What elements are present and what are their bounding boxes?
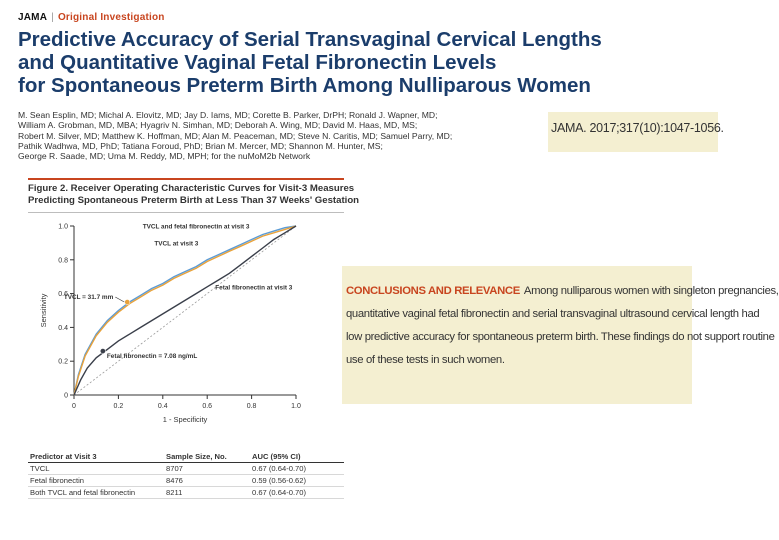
conclusion-heading: CONCLUSIONS AND RELEVANCE [346,285,520,297]
series-label: TVCL and fetal fibronectin at visit 3 [142,223,250,231]
y-tick-label: 0 [64,392,68,400]
table-cell: Fetal fibronectin [28,475,164,487]
table-row [28,475,344,487]
marker-leader [115,297,124,302]
article-title [18,28,698,97]
figure-title [28,183,360,207]
cutoff-marker [125,299,130,304]
header-separator: | [51,12,54,23]
conclusion-line: use of these tests in such women. [346,354,505,366]
roc-chart [28,218,344,448]
y-tick-label: 0.4 [58,324,68,332]
table-cell: 8476 [164,475,250,487]
series-label: TVCL at visit 3 [154,240,199,248]
x-tick-label: 0 [72,403,76,410]
journal-name: JAMA [18,12,48,23]
figure-title-line: Figure 2. Receiver Operating Characteristic Curves for Visit-3 Measures [28,183,355,194]
table-cell: 0.67 (0.64-0.70) [250,487,344,499]
x-axis-label: 1 - Specificity [162,415,208,424]
conclusion-text: Among nulliparous women with singleton pregnancies, [523,285,779,297]
table-cell: 0.67 (0.64-0.70) [250,463,344,475]
table-cell: 8707 [164,463,250,475]
table-cell: TVCL [28,463,164,475]
citation-text: JAMA. 2017;317(10):1047-1056. [551,121,724,135]
reference-line [74,223,296,395]
x-tick-label: 0.2 [113,403,124,410]
title-line: for Spontaneous Preterm Birth Among Nulliparous Women [18,74,591,97]
table-header-row [28,451,344,463]
title-line: Predictive Accuracy of Serial Transvaginal Cervical Lengths [18,28,602,51]
marker-label: Fetal fibronectin = 7.08 ng/mL [106,353,198,361]
conclusion-line: low predictive accuracy for spontaneous preterm birth. These findings do not support routine [346,331,775,343]
author-line: William A. Grobman, MD, MBA; Hyagriv N. Simhan, MD; Deborah A. Wing, MD; David M. Haas, MD, MS; [18,120,418,131]
table-cell: 8211 [164,487,250,499]
table-cell: Both TVCL and fetal fibronectin [28,487,164,499]
article-section: Original Investigation [57,12,165,23]
citation-box [548,112,724,152]
conclusion-line [346,280,779,303]
conclusion-line: quantitative vaginal fetal fibronectin and serial transvaginal ultrasound cervical length had [346,308,760,320]
y-tick-label: 0.2 [58,358,68,366]
author-list [18,110,538,161]
journal-header [18,12,165,23]
table-row [28,487,344,499]
table-header: Sample Size, No. [164,451,250,463]
author-line: George R. Saade, MD; Uma M. Reddy, MD, MPH; for the nuMoM2b Network [18,151,311,162]
figure-title-line: Predicting Spontaneous Preterm Birth at Less Than 37 Weeks' Gestation [28,195,360,206]
table-header: Predictor at Visit 3 [28,451,164,463]
conclusions-box [342,266,779,404]
figure-2 [28,178,360,530]
x-tick-label: 1.0 [291,403,301,410]
figure-top-rule [28,178,344,180]
y-tick-label: 0.6 [58,291,68,299]
table-header: AUC (95% CI) [250,451,344,463]
x-tick-label: 0.6 [202,403,213,410]
author-line: Robert M. Silver, MD; Matthew K. Hoffman, MD; Alan M. Peaceman, MD; Steve N. Caritis, MD; Samuel Parry, MD; [18,130,453,141]
x-tick-label: 0.8 [246,403,257,410]
y-axis-label: Sensitivity [39,293,48,328]
marker-label: TVCL = 31.7 mm [63,293,114,301]
author-line: Pathik Wadhwa, MD, PhD; Tatiana Foroud, PhD; Brian M. Mercer, MD; Shannon M. Hunter, MS; [18,140,383,151]
auc-table [28,451,344,499]
author-line: M. Sean Esplin, MD; Michal A. Elovitz, MD; Jay D. Iams, MD; Corette B. Parker, DrPH; Ronald J. Wapner, MD; [18,110,438,120]
y-tick-label: 0.8 [58,257,68,265]
series-label: Fetal fibronectin at visit 3 [215,284,293,292]
table-row [28,463,344,475]
x-tick-label: 0.4 [157,403,168,410]
table-cell: 0.59 (0.56-0.62) [250,475,344,487]
cutoff-marker [100,348,105,353]
title-line: and Quantitative Vaginal Fetal Fibronectin Levels [18,51,497,74]
y-tick-label: 1.0 [58,223,68,231]
figure-title-rule [28,212,344,213]
